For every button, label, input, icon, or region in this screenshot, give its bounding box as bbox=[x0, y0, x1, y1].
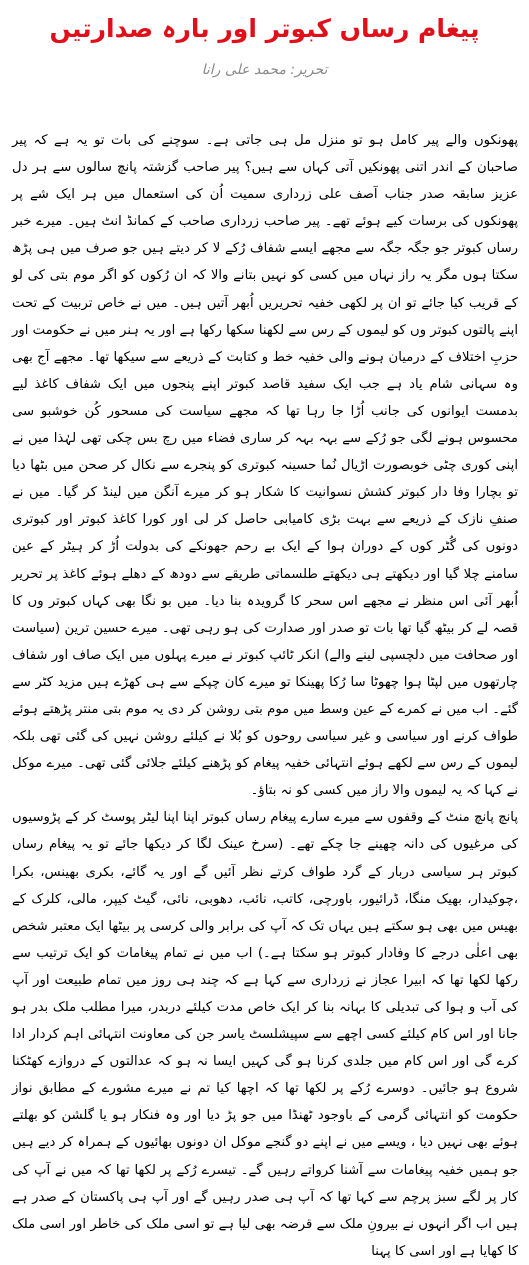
author-byline: تحریر: محمد علی رانا bbox=[201, 62, 328, 78]
article-paragraph: پانچ پانچ منٹ کے وقفوں سے میرے سارے پیغام رساں کبوتر اپنا اپنا لیٹر پوسٹ کر کے پڑوسیوں کی مرغیوں کی دانہ چھینے جا چکے تھے۔ (سرخ عینک لگا کر دیکھا جائے تو یہ پیغام رساں کبوتر ہر سیاسی دربار کے گرد طواف کرتے نظر آئیں گے اور یہ گائے، بکری بھینس، بکرا ،چوکیدار، بھیک منگا، ڈرائیور، باورچی، کاتب، نائب، دھوبی، نائی، گیٹ کیپر، مالی، کلرک کے بھیس میں بھی ہو سکتے ہیں یہاں تک کہ آپ کی برابر والی کرسی پر بیٹھا ایک معتبر شخص بھی اعلٰی درجے کا وفادار کبوتر ہو سکتا ہے۔) اب میں نے تمام پیغامات کو ایک ترتیب سے رکھا لکھا تھا کہ ابیرا عجاز نے زرداری سے کہا ہے کہ چند ہی روز میں تمام طبیعت اور آپ کی آب و ہوا کی تبدیلی کا بہانہ بنا کر ایک خاص مدت کیلئے دربدر، میرا مطلب ملک بدر ہو جانا اور اس کام کیلئے کسی اچھے سے سپیشلسٹ یاسر جن کی معاونت انتہائی اہم کردار ادا کرے گی اور اس کام میں جلدی کرنا ہو گی کہیں ایسا نہ ہو کہ عدالتوں کے دروازے کھٹکنا شروع ہو جائیں۔ دوسرے رُکے پر لکھا تھا کہ اچھا کیا تم نے میرے مشورے کے مطابق نواز حکومت کو انتہائی گرمی کے باوجود ٹھنڈا میں جو پڑ دیا اور وہ فنکار ہو یا گلشن کو بھلتے ہوئے بھی نہیں دیا ، ویسے میں نے اپنے دو گنجے موکل ان دونوں بھائیوں کے ہمراہ کر دیے ہیں جو ہمیں خفیہ پیغامات سے آشنا کرواتے رہیں گے۔ تیسرے رُکے پر لکھا تھا کہ میں نے آپ کی کار پر لگے سبز پرچم سے کہا تھا کہ آپ ہی صدر رہیں گے اور آپ ہی پاکستان کے صدر ہے ہیں اب اگر انہوں نے بیرونِ ملک سے قرضہ بھی لیا ہے تو اسی ملک کی خاطر اور اسی ملک کا کھایا ہے اور اسی کا پہنا bbox=[12, 810, 518, 1259]
article-body bbox=[12, 127, 518, 1265]
article-title: پیغام رساں کبوتر اور بارہ صدارتیں bbox=[49, 14, 480, 43]
article-paragraph: پھونکوں والے پیر کامل ہو تو منزل مل ہی جاتی ہے۔ سوچنے کی بات تو یہ ہے کہ پیر صاحبان کے اندر اتنی پھونکیں آتی کہاں سے ہیں؟ پیر صاحب گزشتہ پانچ سالوں سے ہر دل عزیز سابقہ صدر جناب آصف علی زرداری سمیت اُن کی استعمال میں ہر ایک شے پر پھونکوں کی برسات کیے ہوئے تھے۔ پیر صاحب زرداری صاحب کے کمانڈ انٹ ہیں۔ میرے خبر رساں کبوتر جو جگہ جگہ سے مجھے ایسے شفاف رُکے لا کر دیتے ہیں جو صرف میں ہی پڑھ سکتا ہوں مگر یہ راز نہاں میں کسی کو نہیں بتانے والا کہ ان رُکوں کو اگر موم بتی کی لو کے قریب کیا جائے تو ان پر لکھی خفیہ تحریریں اُبھر آتیں ہیں۔ میں نے خاص تربیت کے تحت اپنے پالتوں کبوتر وں کو لیموں کے رس سے لکھنا سکھا رکھا ہے اور یہ ہنر میں نے حکومت اور حزبِ اختلاف کے درمیان ہونے والی خفیہ خط و کتابت کے ذریعے سے سیکھا تھا۔ مجھے آج بھی وہ سہانی شام یاد ہے جب ایک سفید قاصد کبوتر اپنے پنجوں میں ایک شفاف کاغذ لیے بدمست ایوانوں کی جانب اُڑا جا رہا تھا کہ مجھے سیاست کی مسحور کُن خوشبو سی محسوس ہونے لگی جو رُکے سے بہہ بہہ کر ساری فضاء میں رچ بس چکی تھی لہٰذا میں نے اپنی کوری چٹی خوبصورت اڑیال نُما حسینہ کبوتری کو پنجرے سے نکال کر صحن میں بٹھا دیا تو بچارا وفا دار کبوتر کشش نسوانیت کا شکار ہو کر میرے آنگن میں لینڈ کر گیا۔ میں نے صنفِ نازک کے ذریعے سے بہت بڑی کامیابی حاصل کر لی اور کورا کاغذ کبوتر اور کبوتری دونوں کی گُٹر کوں کے دوران ہوا کے ایک بے رحم جھونکے کی بدولت اُڑ کر ہیٹر کے عین سامنے چلا گیا اور دیکھتے ہی دیکھتے طلسماتی طریقے سے دودھ کے دھلے ہوئے کاغذ پر تحریر اُبھر آئی اس منظر نے مجھے اس سحر کا گرویدہ بنا دیا۔ میں بو نگا بھی کہاں کبوتر وں کا قصہ لے کر بیٹھ گیا تھا بات تو صدر اور صدارت کی ہو رہی تھی۔ میرے حسین ترین (سیاست اور صحافت میں دلچسپی لینے والے) انکر ٹائپ کبوتر نے میرے پہلوں میں ایک صاف اور شفاف چارتھوں میں لپٹا ہوا چھوٹا سا رُکا پھینکا تو میرے کان چپکے سے ہی کھڑے ہیں مزید کٹر سے گئے۔ اب میں نے کمرے کے عین وسط میں موم بتی روشن کر دی یہ موم بتی منتر پڑھتے ہوئے طواف کرنے اور سیاسی و غیر سیاسی روحوں کو بُلا نے کیلئے روشن نہیں کی گئی تھی بلکہ لیموں کے رس سے لکھے ہوئے انتہائی خفیہ پیغام کو پڑھنے کیلئے جلائی گئی تھی۔ میرے موکل نے کہا کہ یہ لیموں والا راز میں کسی کو نہ بتاؤ۔ bbox=[12, 133, 518, 799]
